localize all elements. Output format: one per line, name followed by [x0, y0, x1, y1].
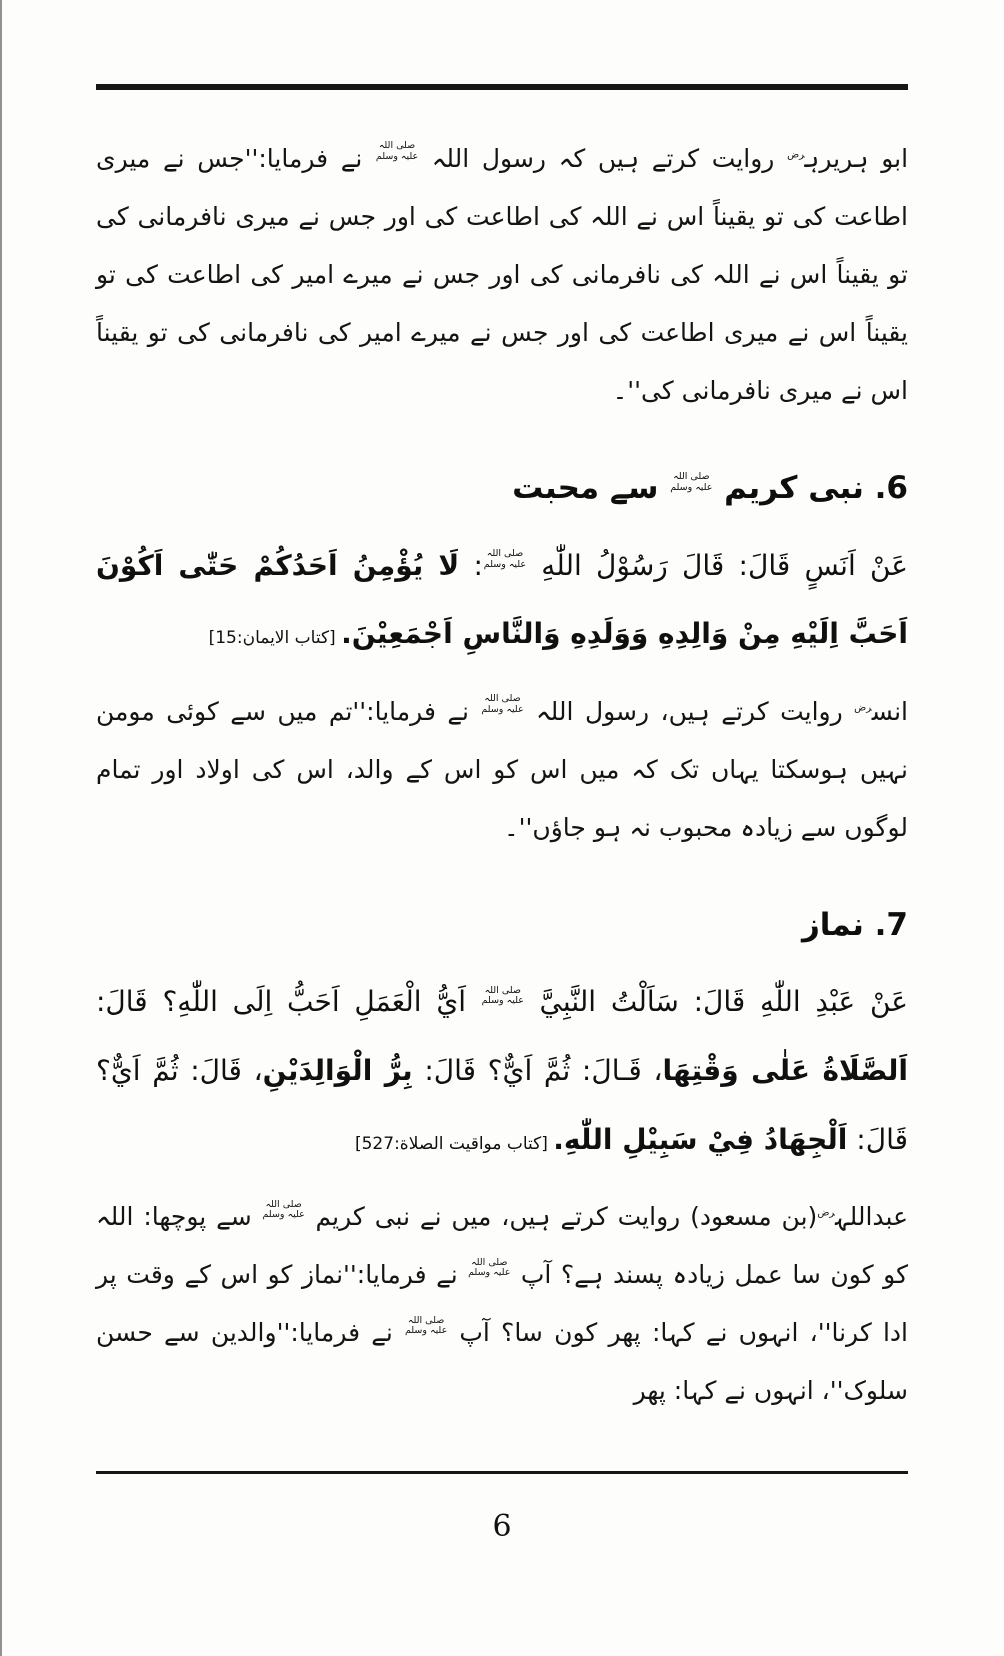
text-segment: 6. نبی کریم	[713, 470, 908, 506]
citation-reference: [كتاب مواقيت الصلاة:527]	[354, 1133, 554, 1154]
text-segment: انس	[871, 696, 908, 726]
hadith-6-arabic	[96, 532, 908, 669]
saw-honorific-icon: صلی اللہ علیہ وسلم	[481, 693, 524, 715]
saw-honorific-icon: صلی اللہ علیہ وسلم	[375, 140, 419, 162]
text-segment: ابو ہریرہ	[804, 144, 909, 173]
text-segment: 7. نماز	[801, 906, 908, 943]
saw-honorific-icon: صلی اللہ علیہ وسلم	[670, 471, 713, 493]
hadith-obedience-translation	[96, 130, 908, 420]
saw-honorific-icon: صلی اللہ علیہ وسلم	[404, 1314, 448, 1337]
page-content	[96, 130, 908, 1420]
bottom-rule	[96, 1471, 908, 1474]
text-segment: روایت کرتے ہیں، رسول اللہ	[524, 696, 855, 726]
scan-edge-artifact	[0, 0, 2, 1656]
top-rule	[96, 84, 908, 90]
text-segment: نے فرمایا:''نماز کو اس کے وقت پر ادا کرنا''، انہوں نے کہا: پھر کون سا؟ آپ	[96, 1260, 909, 1348]
text-segment: بِرُّ الْوَالِدَيْنِ	[262, 1053, 413, 1087]
text-segment: سے پوچھا: اللہ کو کون سا عمل زیادہ پسند ہے؟ آپ	[96, 1202, 908, 1290]
text-segment: عبداللہ	[834, 1202, 908, 1232]
saw-honorific-icon: صلی اللہ علیہ وسلم	[483, 547, 527, 570]
text-segment: سے محبت	[512, 470, 670, 506]
saw-honorific-icon: صلی اللہ علیہ وسلم	[481, 984, 524, 1007]
saw-honorific-icon: صلی اللہ علیہ وسلم	[262, 1198, 305, 1221]
text-segment: نے فرمایا:''والدین سے حسن سلوک''، انہوں نے کہا: پھر	[96, 1318, 908, 1406]
text-segment: اَيُّ الْعَمَلِ اَحَبُّ اِلَى اللّٰهِ؟ قَالَ:	[96, 985, 481, 1019]
section-7-heading	[96, 901, 908, 951]
text-segment: عَنْ اَنَسٍ قَالَ: قَالَ رَسُوْلُ اللّٰهِ	[526, 548, 909, 582]
hadith-7-translation	[96, 1188, 908, 1420]
text-segment: عَنْ عَبْدِ اللّٰهِ قَالَ: سَاَلْتُ النَّبِيَّ	[524, 985, 908, 1019]
saw-honorific-icon: صلی اللہ علیہ وسلم	[468, 1256, 511, 1279]
rz-honorific-icon: رض	[787, 149, 805, 161]
text-segment: لَا يُؤْمِنُ اَحَدُكُمْ حَتّٰى اَكُوْنَ اَحَبَّ اِلَيْهِ مِنْ وَالِدِهِ وَوَلَدِهِ وَالنَّاسِ اَجْمَعِيْنَ.	[96, 548, 908, 651]
hadith-7-arabic	[96, 968, 908, 1174]
section-6-heading	[96, 464, 908, 514]
text-segment: ، قَـالَ: ثُمَّ اَيٌّ؟ قَالَ:	[412, 1053, 663, 1087]
hadith-6-translation	[96, 683, 908, 857]
text-segment: اَلْجِهَادُ فِيْ سَبِيْلِ اللّٰهِ.	[553, 1122, 848, 1156]
page-number: 6	[492, 1509, 512, 1544]
text-segment: نے فرمایا:''تم میں سے کوئی مومن نہیں ہوسکتا یہاں تک کہ میں اس کو اس کے والد، اس کی اولاد اور تمام لوگوں سے زیادہ محبوب نہ ہو جاؤں''۔	[96, 696, 908, 842]
text-segment: (بن مسعود) روایت کرتے ہیں، میں نے نبی کریم	[305, 1202, 818, 1232]
text-segment: ، قَالَ: ثُمَّ اَيٌّ؟ قَالَ:	[96, 1053, 908, 1156]
rz-honorific-icon: رض	[854, 702, 872, 714]
text-segment: نے فرمایا:''جس نے میری اطاعت کی تو یقیناً اس نے اللہ کی اطاعت کی اور جس نے میری نافرمانی کی تو یقیناً اس نے اللہ کی نافرمانی کی اور جس نے میرے امیر کی اطاعت کی تو یقیناً اس نے میری اطاعت کی اور جس نے میرے امیر کی نافرمانی کی تو یقیناً اس نے میری نافرمانی کی''۔	[96, 144, 908, 405]
citation-reference: [كتاب الايمان:15]	[208, 628, 342, 649]
rz-honorific-icon: رض	[817, 1207, 835, 1219]
text-segment: روایت کرتے ہیں کہ رسول اللہ	[419, 144, 788, 173]
text-segment: اَلصَّلَاةُ عَلٰى وَقْتِهَا	[662, 1053, 908, 1087]
text-segment: :	[459, 548, 483, 582]
